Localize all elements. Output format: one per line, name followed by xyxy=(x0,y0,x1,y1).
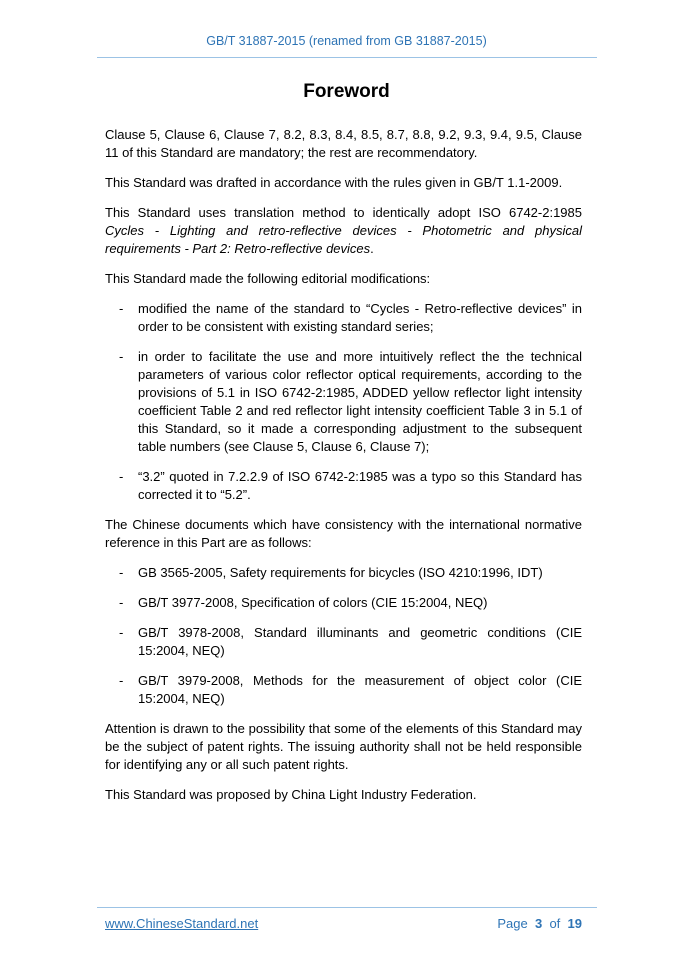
modifications-list xyxy=(105,300,582,504)
list-item xyxy=(105,348,582,456)
dash-bullet: - xyxy=(119,469,124,484)
list-item xyxy=(105,672,582,708)
dash-bullet: - xyxy=(119,565,124,580)
list-item-text: GB/T 3978-2008, Standard illuminants and geometric conditions (CIE 15:2004, NEQ) xyxy=(138,625,582,658)
references-list xyxy=(105,564,582,708)
paragraph-patent-notice: Attention is drawn to the possibility that some of the elements of this Standard may be the subject of patent rights. The issuing authority shall not be held responsible for identifying any or all such patent rights. xyxy=(105,721,582,772)
list-item xyxy=(105,564,582,582)
dash-bullet: - xyxy=(119,625,124,640)
paragraph-proposer: This Standard was proposed by China Light Industry Federation. xyxy=(105,787,477,802)
foreword-body xyxy=(105,126,582,816)
dash-bullet: - xyxy=(119,595,124,610)
list-item-text: modified the name of the standard to “Cycles - Retro-reflective devices” in order to be consistent with existing standard series; xyxy=(138,301,582,334)
dash-bullet: - xyxy=(119,349,124,364)
list-item xyxy=(105,594,582,612)
total-pages-number: 19 xyxy=(567,916,582,931)
adoption-suffix: . xyxy=(370,241,374,256)
page-indicator xyxy=(497,916,582,931)
paragraph-modifications-intro: This Standard made the following editorial modifications: xyxy=(105,271,431,286)
footer-divider xyxy=(97,907,597,908)
list-item-text: “3.2” quoted in 7.2.2.9 of ISO 6742-2:1985 was a typo so this Standard has corrected it to “5.2”. xyxy=(138,469,582,502)
list-item-text: GB/T 3977-2008, Specification of colors (CIE 15:2004, NEQ) xyxy=(138,595,488,610)
current-page-number: 3 xyxy=(534,916,543,931)
paragraph-drafting-rules: This Standard was drafted in accordance with the rules given in GB/T 1.1-2009. xyxy=(105,175,563,190)
website-link[interactable]: www.ChineseStandard.net xyxy=(105,916,259,931)
paragraph-mandatory-clauses: Clause 5, Clause 6, Clause 7, 8.2, 8.3, 8.4, 8.5, 8.7, 8.8, 9.2, 9.3, 9.4, 9.5, Clause 11 of this Standard are mandatory; the rest are recommendatory. xyxy=(105,127,582,160)
page-title: Foreword xyxy=(303,81,390,102)
list-item xyxy=(105,300,582,336)
page-label: Page xyxy=(497,916,528,931)
list-item xyxy=(105,468,582,504)
list-item-text: GB 3565-2005, Safety requirements for bicycles (ISO 4210:1996, IDT) xyxy=(138,565,543,580)
adoption-prefix: This Standard uses translation method to identically adopt ISO 6742-2:1985 xyxy=(105,205,582,220)
of-label: of xyxy=(549,916,561,931)
dash-bullet: - xyxy=(119,301,124,316)
list-item-text: in order to facilitate the use and more intuitively reflect the the technical parameters of various color reflector optical requirements, according to the provisions of 5.1 in ISO 6742-2:1985, ADDED yellow reflector light intensity coefficient Table 2 and red reflector light intensity coefficient Table 3 in 5.1 of this Standard, so it made a corresponding adjustment to the subsequent table numbers (see Clause 5, Clause 6, Clause 7); xyxy=(138,349,582,454)
adopted-standard-title: Cycles - Lighting and retro-reflective devices - Photometric and physical requirements - Part 2: Retro-reflective devices xyxy=(105,223,582,256)
page-header: GB/T 31887-2015 (renamed from GB 31887-2015) xyxy=(206,34,487,48)
dash-bullet: - xyxy=(119,673,124,688)
list-item-text: GB/T 3979-2008, Methods for the measurement of object color (CIE 15:2004, NEQ) xyxy=(138,673,582,706)
paragraph-references-intro: The Chinese documents which have consistency with the international normative reference in this Part are as follows: xyxy=(105,517,582,550)
list-item xyxy=(105,624,582,660)
header-divider xyxy=(97,57,597,58)
paragraph-adoption xyxy=(105,204,582,258)
